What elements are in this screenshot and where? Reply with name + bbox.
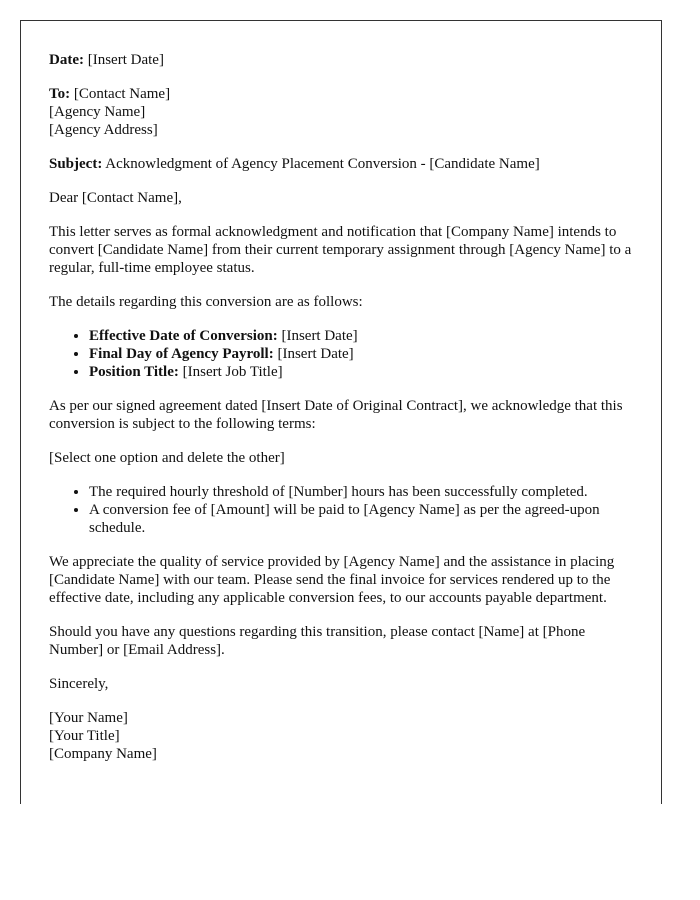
select-note: [Select one option and delete the other] xyxy=(49,450,285,466)
list-item: • Position Title: [Insert Job Title] xyxy=(89,363,633,381)
recipient-block: To: [Contact Name] [Agency Name] [Agency Address] xyxy=(49,86,171,138)
closing: Sincerely, xyxy=(49,676,109,692)
letter-document xyxy=(20,20,662,804)
list-item: • Final Day of Agency Payroll: [Insert Date] xyxy=(89,345,633,363)
salutation: Dear [Contact Name], xyxy=(49,190,182,206)
intro-paragraph: This letter serves as formal acknowledgment and notification that [Company Name] intends to convert [Candidate Name] from their current temporary assignment through [Agency Name] to a regular, full-time employee status. xyxy=(49,224,632,276)
list-item: • The required hourly threshold of [Number] hours has been successfully completed. xyxy=(89,483,633,501)
agreement-paragraph: As per our signed agreement dated [Insert Date of Original Contract], we acknowledge that this conversion is subject to the following terms: xyxy=(49,398,623,432)
list-item: • Effective Date of Conversion: [Insert Date] xyxy=(89,327,633,345)
list-item: • A conversion fee of [Amount] will be paid to [Agency Name] as per the agreed-upon schedule. xyxy=(89,501,633,537)
subject-line: Subject: Acknowledgment of Agency Placement Conversion - [Candidate Name] xyxy=(49,156,540,172)
details-intro: The details regarding this conversion are as follows: xyxy=(49,294,363,310)
terms-list xyxy=(49,483,633,537)
questions-paragraph: Should you have any questions regarding this transition, please contact [Name] at [Phone Number] or [Email Address]. xyxy=(49,624,586,658)
details-list xyxy=(49,327,633,381)
appreciation-paragraph: We appreciate the quality of service provided by [Agency Name] and the assistance in placing [Candidate Name] with our team. Please send the final invoice for services rendered up to the effective date, including any applicable conversion fees, to our accounts payable department. xyxy=(49,554,615,606)
date-line: Date: [Insert Date] xyxy=(49,52,164,68)
signature-block: [Your Name] [Your Title] [Company Name] xyxy=(49,710,157,762)
